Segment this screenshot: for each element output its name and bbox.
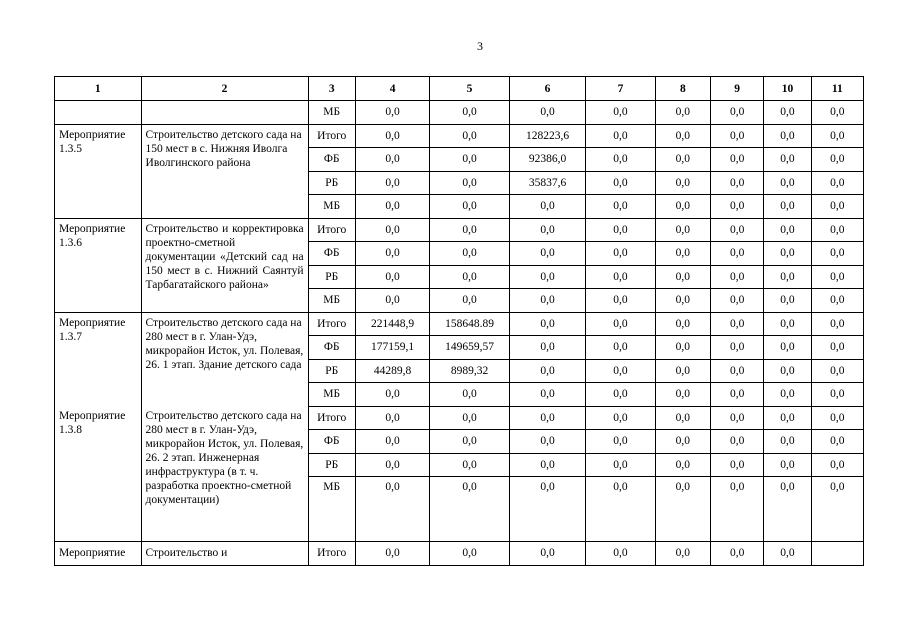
- value-cell: 0,0: [764, 218, 811, 242]
- value-cell: 0,0: [655, 477, 710, 542]
- value-cell: 0,0: [430, 406, 509, 430]
- source-cell: ФБ: [308, 336, 355, 360]
- value-cell: 0,0: [711, 430, 764, 454]
- value-cell: 0,0: [711, 453, 764, 477]
- value-cell: 128223,6: [509, 124, 585, 148]
- code-cell: Мероприятие 1.3.7: [55, 312, 142, 406]
- value-cell: 0,0: [430, 124, 509, 148]
- value-cell: 0,0: [509, 336, 585, 360]
- source-cell: МБ: [308, 383, 355, 407]
- value-cell: 0,0: [509, 101, 585, 125]
- value-cell: 0,0: [764, 171, 811, 195]
- value-cell: 0,0: [764, 336, 811, 360]
- value-cell: 0,0: [811, 218, 863, 242]
- value-cell: 0,0: [764, 477, 811, 542]
- value-cell: 0,0: [764, 124, 811, 148]
- value-cell: 0,0: [655, 101, 710, 125]
- value-cell: 0,0: [430, 171, 509, 195]
- value-cell: 0,0: [711, 336, 764, 360]
- value-cell: 0,0: [355, 148, 429, 172]
- value-cell: 0,0: [586, 453, 655, 477]
- column-header: 9: [711, 77, 764, 101]
- value-cell: 0,0: [355, 265, 429, 289]
- value-cell: 0,0: [586, 406, 655, 430]
- value-cell: 0,0: [509, 383, 585, 407]
- value-cell: 0,0: [711, 312, 764, 336]
- value-cell: 0,0: [811, 289, 863, 313]
- value-cell: 0,0: [655, 195, 710, 219]
- value-cell: 0,0: [764, 242, 811, 266]
- source-cell: РБ: [308, 265, 355, 289]
- value-cell: 0,0: [764, 148, 811, 172]
- value-cell: 0,0: [586, 124, 655, 148]
- source-cell: ФБ: [308, 148, 355, 172]
- value-cell: 0,0: [655, 336, 710, 360]
- value-cell: 0,0: [655, 242, 710, 266]
- column-header: 5: [430, 77, 509, 101]
- value-cell: 0,0: [430, 542, 509, 566]
- value-cell: 0,0: [355, 195, 429, 219]
- value-cell: 0,0: [355, 477, 429, 542]
- value-cell: 0,0: [430, 453, 509, 477]
- table-row: [55, 406, 864, 430]
- value-cell: 0,0: [586, 265, 655, 289]
- value-cell: 0,0: [764, 542, 811, 566]
- page-number: 3: [477, 39, 483, 53]
- value-cell: 0,0: [509, 406, 585, 430]
- value-cell: 177159,1: [355, 336, 429, 360]
- value-cell: 0,0: [586, 242, 655, 266]
- value-cell: 0,0: [711, 148, 764, 172]
- source-cell: Итого: [308, 218, 355, 242]
- value-cell: 0,0: [586, 218, 655, 242]
- value-cell: 0,0: [355, 124, 429, 148]
- value-cell: 0,0: [811, 195, 863, 219]
- value-cell: 0,0: [430, 265, 509, 289]
- table-row: [55, 312, 864, 336]
- value-cell: 35837,6: [509, 171, 585, 195]
- value-cell: 0,0: [655, 542, 710, 566]
- value-cell: 0,0: [355, 542, 429, 566]
- value-cell: 0,0: [355, 171, 429, 195]
- column-header: 3: [308, 77, 355, 101]
- value-cell: 149659,57: [430, 336, 509, 360]
- source-cell: Итого: [308, 406, 355, 430]
- value-cell: 0,0: [764, 265, 811, 289]
- value-cell: 0,0: [586, 359, 655, 383]
- value-cell: 0,0: [655, 406, 710, 430]
- source-cell: Итого: [308, 542, 355, 566]
- code-cell: Мероприятие: [55, 542, 142, 566]
- source-cell: Итого: [308, 312, 355, 336]
- value-cell: 8989,32: [430, 359, 509, 383]
- value-cell: 0,0: [655, 148, 710, 172]
- column-header: 6: [509, 77, 585, 101]
- value-cell: 92386,0: [509, 148, 585, 172]
- name-cell: Строительство и: [141, 542, 308, 566]
- value-cell: 0,0: [811, 171, 863, 195]
- value-cell: 0,0: [711, 242, 764, 266]
- value-cell: 0,0: [811, 312, 863, 336]
- name-cell: Строительство детского сада на 280 мест в г. Улан-Удэ, микрорайон Исток, ул. Полевая, 26. 2 этап. Инженерная инфраструктура (в т. ч. разработка проектно-сметной документации): [141, 406, 308, 542]
- name-cell: Строительство детского сада на 280 мест в г. Улан-Удэ, микрорайон Исток, ул. Полевая, 26. 1 этап. Здание детского сада: [141, 312, 308, 406]
- value-cell: 0,0: [509, 218, 585, 242]
- value-cell: 0,0: [711, 124, 764, 148]
- value-cell: 0,0: [764, 406, 811, 430]
- value-cell: 0,0: [586, 336, 655, 360]
- value-cell: 0,0: [586, 101, 655, 125]
- value-cell: 158648.89: [430, 312, 509, 336]
- value-cell: 0,0: [586, 542, 655, 566]
- column-header: 7: [586, 77, 655, 101]
- value-cell: 44289,8: [355, 359, 429, 383]
- value-cell: 0,0: [711, 406, 764, 430]
- value-cell: 0,0: [811, 124, 863, 148]
- value-cell: 0,0: [509, 453, 585, 477]
- value-cell: 0,0: [430, 383, 509, 407]
- value-cell: 0,0: [811, 430, 863, 454]
- value-cell: 0,0: [586, 477, 655, 542]
- value-cell: 0,0: [355, 453, 429, 477]
- table-row: [55, 218, 864, 242]
- value-cell: 0,0: [655, 453, 710, 477]
- value-cell: 0,0: [655, 383, 710, 407]
- value-cell: 0,0: [509, 289, 585, 313]
- code-cell: Мероприятие 1.3.8: [55, 406, 142, 542]
- value-cell: 0,0: [711, 195, 764, 219]
- value-cell: 0,0: [711, 218, 764, 242]
- value-cell: 0,0: [811, 453, 863, 477]
- name-cell: Строительство детского сада на 150 мест в с. Нижняя Иволга Иволгинского района: [141, 124, 308, 218]
- value-cell: 0,0: [811, 359, 863, 383]
- value-cell: 0,0: [764, 430, 811, 454]
- value-cell: 0,0: [430, 148, 509, 172]
- value-cell: 0,0: [430, 101, 509, 125]
- value-cell: 0,0: [655, 265, 710, 289]
- column-header: 11: [811, 77, 863, 101]
- column-header: 2: [141, 77, 308, 101]
- value-cell: 0,0: [586, 312, 655, 336]
- value-cell: 0,0: [764, 289, 811, 313]
- value-cell: 0,0: [509, 477, 585, 542]
- column-header: 4: [355, 77, 429, 101]
- value-cell: 0,0: [430, 242, 509, 266]
- value-cell: 0,0: [355, 430, 429, 454]
- column-header: 8: [655, 77, 710, 101]
- value-cell: 0,0: [764, 383, 811, 407]
- value-cell: 0,0: [711, 289, 764, 313]
- value-cell: 0,0: [655, 312, 710, 336]
- source-cell: ФБ: [308, 242, 355, 266]
- value-cell: 221448,9: [355, 312, 429, 336]
- code-cell: [55, 101, 142, 125]
- column-header: 10: [764, 77, 811, 101]
- value-cell: 0,0: [586, 148, 655, 172]
- value-cell: 0,0: [811, 383, 863, 407]
- value-cell: 0,0: [711, 171, 764, 195]
- value-cell: 0,0: [811, 148, 863, 172]
- name-cell: Строительство и корректировка проектно-сметной документации «Детский сад на 150 мест в с. Нижний Саянтуй Тарбагатайского района»: [141, 218, 308, 312]
- source-cell: ФБ: [308, 430, 355, 454]
- value-cell: 0,0: [355, 289, 429, 313]
- value-cell: 0,0: [355, 406, 429, 430]
- value-cell: 0,0: [430, 430, 509, 454]
- value-cell: 0,0: [811, 265, 863, 289]
- value-cell: 0,0: [711, 101, 764, 125]
- code-cell: Мероприятие 1.3.6: [55, 218, 142, 312]
- value-cell: 0,0: [764, 195, 811, 219]
- table-row: [55, 542, 864, 566]
- value-cell: 0,0: [655, 218, 710, 242]
- value-cell: 0,0: [764, 453, 811, 477]
- value-cell: 0,0: [764, 359, 811, 383]
- source-cell: Итого: [308, 124, 355, 148]
- source-cell: МБ: [308, 195, 355, 219]
- value-cell: 0,0: [711, 265, 764, 289]
- value-cell: 0,0: [655, 430, 710, 454]
- value-cell: [811, 542, 863, 566]
- value-cell: 0,0: [711, 477, 764, 542]
- value-cell: 0,0: [430, 195, 509, 219]
- value-cell: 0,0: [764, 312, 811, 336]
- value-cell: 0,0: [355, 101, 429, 125]
- value-cell: 0,0: [711, 383, 764, 407]
- value-cell: 0,0: [811, 242, 863, 266]
- source-cell: МБ: [308, 289, 355, 313]
- value-cell: 0,0: [509, 195, 585, 219]
- value-cell: 0,0: [655, 124, 710, 148]
- value-cell: 0,0: [430, 477, 509, 542]
- budget-table: [54, 76, 864, 566]
- value-cell: 0,0: [764, 101, 811, 125]
- name-cell: [141, 101, 308, 125]
- value-cell: 0,0: [655, 171, 710, 195]
- source-cell: МБ: [308, 101, 355, 125]
- value-cell: 0,0: [586, 383, 655, 407]
- source-cell: МБ: [308, 477, 355, 542]
- source-cell: РБ: [308, 359, 355, 383]
- value-cell: 0,0: [509, 242, 585, 266]
- value-cell: 0,0: [509, 542, 585, 566]
- code-cell: Мероприятие 1.3.5: [55, 124, 142, 218]
- value-cell: 0,0: [811, 406, 863, 430]
- value-cell: 0,0: [586, 195, 655, 219]
- value-cell: 0,0: [655, 359, 710, 383]
- value-cell: 0,0: [711, 542, 764, 566]
- value-cell: 0,0: [430, 289, 509, 313]
- header-row: [55, 77, 864, 101]
- value-cell: 0,0: [711, 359, 764, 383]
- value-cell: 0,0: [355, 383, 429, 407]
- value-cell: 0,0: [586, 289, 655, 313]
- value-cell: 0,0: [655, 289, 710, 313]
- source-cell: РБ: [308, 171, 355, 195]
- column-header: 1: [55, 77, 142, 101]
- table-row: [55, 124, 864, 148]
- value-cell: 0,0: [811, 101, 863, 125]
- value-cell: 0,0: [586, 171, 655, 195]
- source-cell: РБ: [308, 453, 355, 477]
- value-cell: 0,0: [811, 477, 863, 542]
- value-cell: 0,0: [355, 218, 429, 242]
- value-cell: 0,0: [811, 336, 863, 360]
- table-row: [55, 101, 864, 125]
- value-cell: 0,0: [509, 312, 585, 336]
- value-cell: 0,0: [509, 265, 585, 289]
- value-cell: 0,0: [509, 430, 585, 454]
- value-cell: 0,0: [355, 242, 429, 266]
- value-cell: 0,0: [509, 359, 585, 383]
- value-cell: 0,0: [586, 430, 655, 454]
- value-cell: 0,0: [430, 218, 509, 242]
